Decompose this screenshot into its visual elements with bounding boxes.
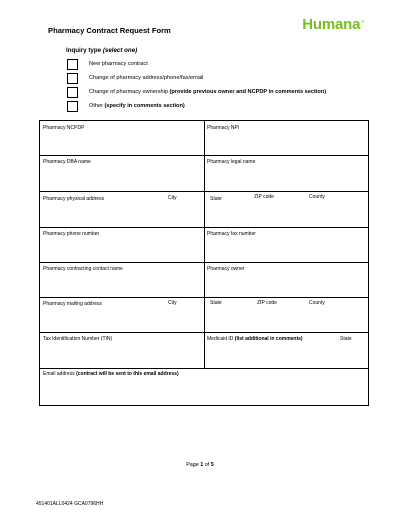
page-number (0, 462, 400, 468)
form-title: Pharmacy Contract Request Form (48, 26, 171, 35)
logo-mark: ® (361, 19, 364, 24)
field-medicaid-state[interactable]: State (340, 336, 352, 342)
page-prefix: Page (186, 462, 201, 468)
field-physical-zip[interactable]: ZIP code (254, 194, 274, 200)
email-note: (contract will be sent to this email address) (76, 371, 179, 377)
option-text: Other (89, 103, 105, 109)
field-pharmacy-npi[interactable]: Pharmacy NPI (207, 125, 240, 131)
form-code: 451401ALL0424 GCA0796HH (36, 501, 104, 507)
field-email-address[interactable] (43, 371, 179, 377)
field-physical-state[interactable]: State (210, 196, 222, 202)
medicaid-note: (list additional in comments) (234, 336, 303, 342)
field-pharmacy-legal-name[interactable]: Pharmacy legal name (207, 159, 256, 165)
option-other (89, 103, 185, 109)
option-text: Change of pharmacy ownership (89, 89, 170, 95)
field-pharmacy-owner[interactable]: Pharmacy owner (207, 266, 245, 272)
inquiry-type-label (66, 47, 137, 54)
option-bold-text: (specify in comments section) (104, 103, 185, 109)
field-physical-city[interactable]: City (168, 195, 177, 201)
field-physical-county[interactable]: County (309, 194, 325, 200)
field-mailing-address[interactable]: Pharmacy mailing address (43, 301, 102, 307)
field-pharmacy-dba-name[interactable]: Pharmacy DBA name (43, 159, 91, 165)
field-mailing-zip[interactable]: ZIP code (257, 300, 277, 306)
checkbox-other[interactable] (67, 101, 78, 112)
email-label: Email address (43, 371, 77, 377)
field-pharmacy-ncpdp[interactable]: Pharmacy NCPDP (43, 125, 85, 131)
option-bold-text: (provide previous owner and NCPDP in comments section) (169, 89, 327, 95)
option-change-ownership (89, 89, 326, 95)
option-change-address (89, 75, 203, 81)
field-physical-address[interactable]: Pharmacy physical address (43, 196, 105, 202)
field-mailing-state[interactable]: State (210, 300, 222, 306)
medicaid-label: Medicaid ID (207, 336, 235, 342)
pharmacy-info-grid (39, 120, 369, 406)
humana-logo (302, 16, 364, 33)
field-fax-number[interactable]: Pharmacy fax number (207, 231, 256, 237)
logo-text: Humana (302, 16, 361, 33)
page-current: 1 (200, 462, 204, 468)
field-medicaid-id[interactable] (207, 336, 303, 342)
option-new-contract (89, 61, 148, 67)
page-of: of (203, 462, 211, 468)
field-mailing-city[interactable]: City (168, 300, 177, 306)
page-total: 5 (210, 462, 214, 468)
column-divider (204, 121, 205, 368)
checkbox-change-ownership[interactable] (67, 87, 78, 98)
field-tin[interactable]: Tax Identification Number (TIN) (43, 336, 113, 342)
option-text: New pharmacy contract (89, 61, 148, 67)
checkbox-change-address[interactable] (67, 73, 78, 84)
option-text: Change of pharmacy address/phone/fax/email (89, 75, 204, 81)
field-contracting-contact[interactable]: Pharmacy contracting contact name (43, 266, 123, 272)
field-phone-number[interactable]: Pharmacy phone number (43, 231, 100, 237)
field-mailing-county[interactable]: County (309, 300, 325, 306)
row-divider (40, 368, 368, 369)
checkbox-new-contract[interactable] (67, 59, 78, 70)
inquiry-label-text: Inquiry type (66, 47, 102, 54)
inquiry-label-hint: (select one) (102, 47, 138, 54)
